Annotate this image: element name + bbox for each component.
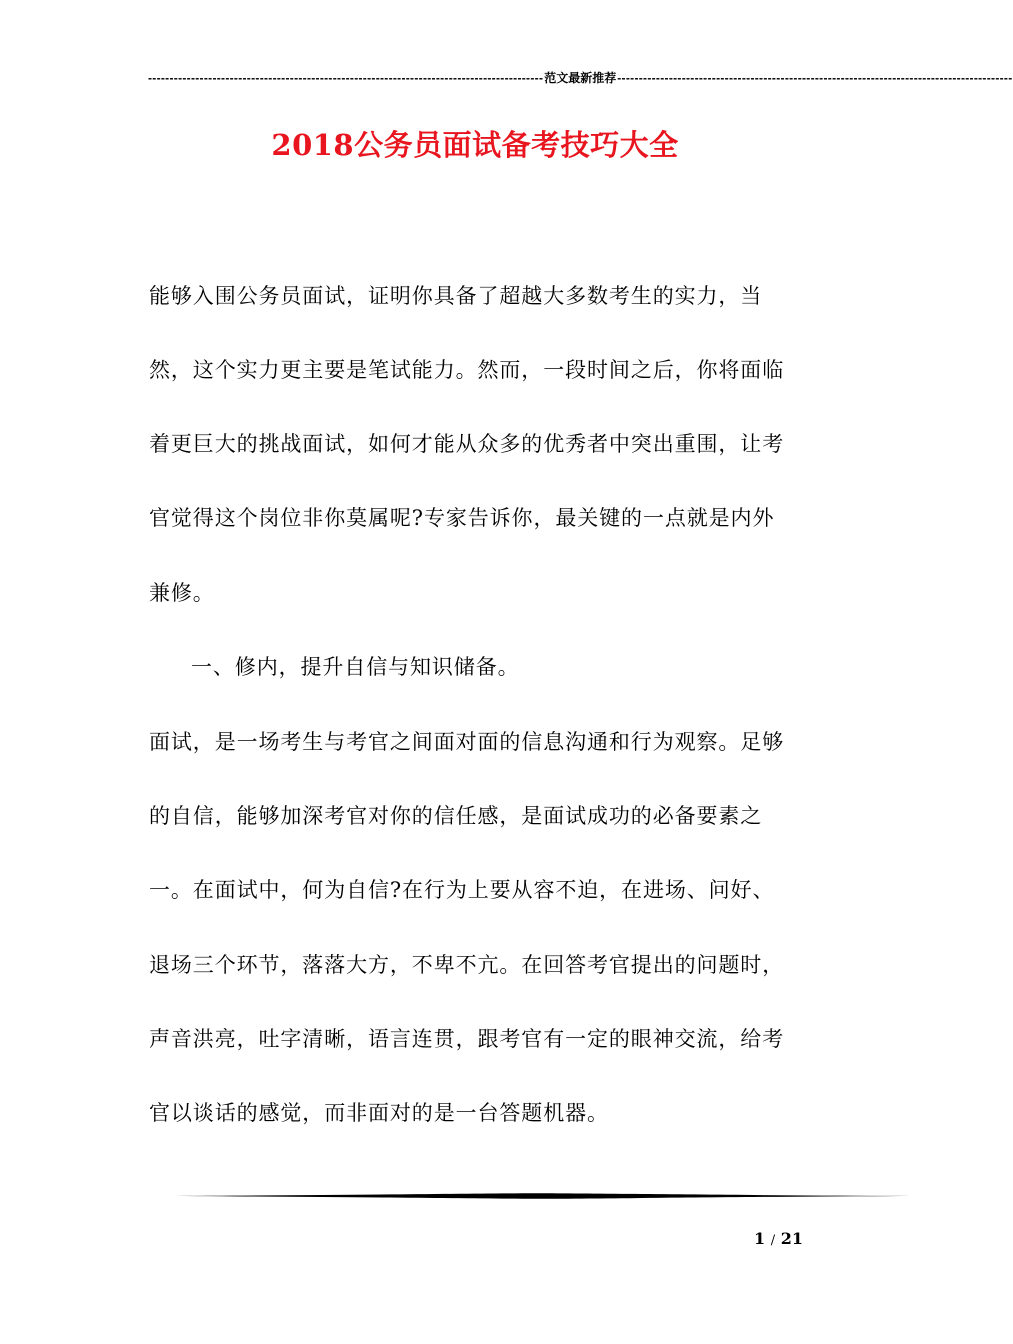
body-line-4: 官觉得这个岗位非你莫属呢?专家告诉你，最关键的一点就是内外 — [149, 506, 775, 530]
header-dash-left: -------------------------------------------------------------------------------------------- — [148, 71, 544, 85]
body-line-1: 能够入围公务员面试，证明你具备了超越大多数考生的实力，当 — [149, 284, 763, 308]
header-line — [148, 70, 1013, 86]
page-separator: / — [770, 1233, 776, 1248]
document-title: 2018公务员面试备考技巧大全 — [271, 128, 679, 162]
page-current: 1 — [754, 1229, 766, 1248]
body-line-12: 官以谈话的感觉，而非面对的是一台答题机器。 — [149, 1101, 609, 1125]
body-line-8: 的自信，能够加深考官对你的信任感，是面试成功的必备要素之 — [149, 804, 763, 828]
body-line-3: 着更巨大的挑战面试，如何才能从众多的优秀者中突出重围，让考 — [149, 432, 785, 456]
body-line-10: 退场三个环节，落落大方，不卑不亢。在回答考官提出的问题时， — [149, 953, 785, 977]
header-label: 范文最新推荐 — [544, 71, 617, 85]
body-line-2: 然，这个实力更主要是笔试能力。然而，一段时间之后，你将面临 — [149, 358, 785, 382]
page-number — [700, 1228, 803, 1252]
body-line-5: 兼修。 — [149, 581, 215, 605]
page-total: 21 — [780, 1229, 803, 1248]
body-line-11: 声音洪亮，吐字清晰，语言连贯，跟考官有一定的眼神交流，给考 — [149, 1027, 785, 1051]
footer-rule — [162, 1190, 910, 1202]
body-line-9: 一。在面试中，何为自信?在行为上要从容不迫，在进场、问好、 — [149, 878, 775, 902]
body-line-7: 面试，是一场考生与考官之间面对面的信息沟通和行为观察。足够 — [149, 730, 785, 754]
header-dash-right: -------------------------------------------------------------------------------------------- — [617, 71, 1013, 85]
section-heading: 一、修内，提升自信与知识储备。 — [191, 655, 520, 679]
